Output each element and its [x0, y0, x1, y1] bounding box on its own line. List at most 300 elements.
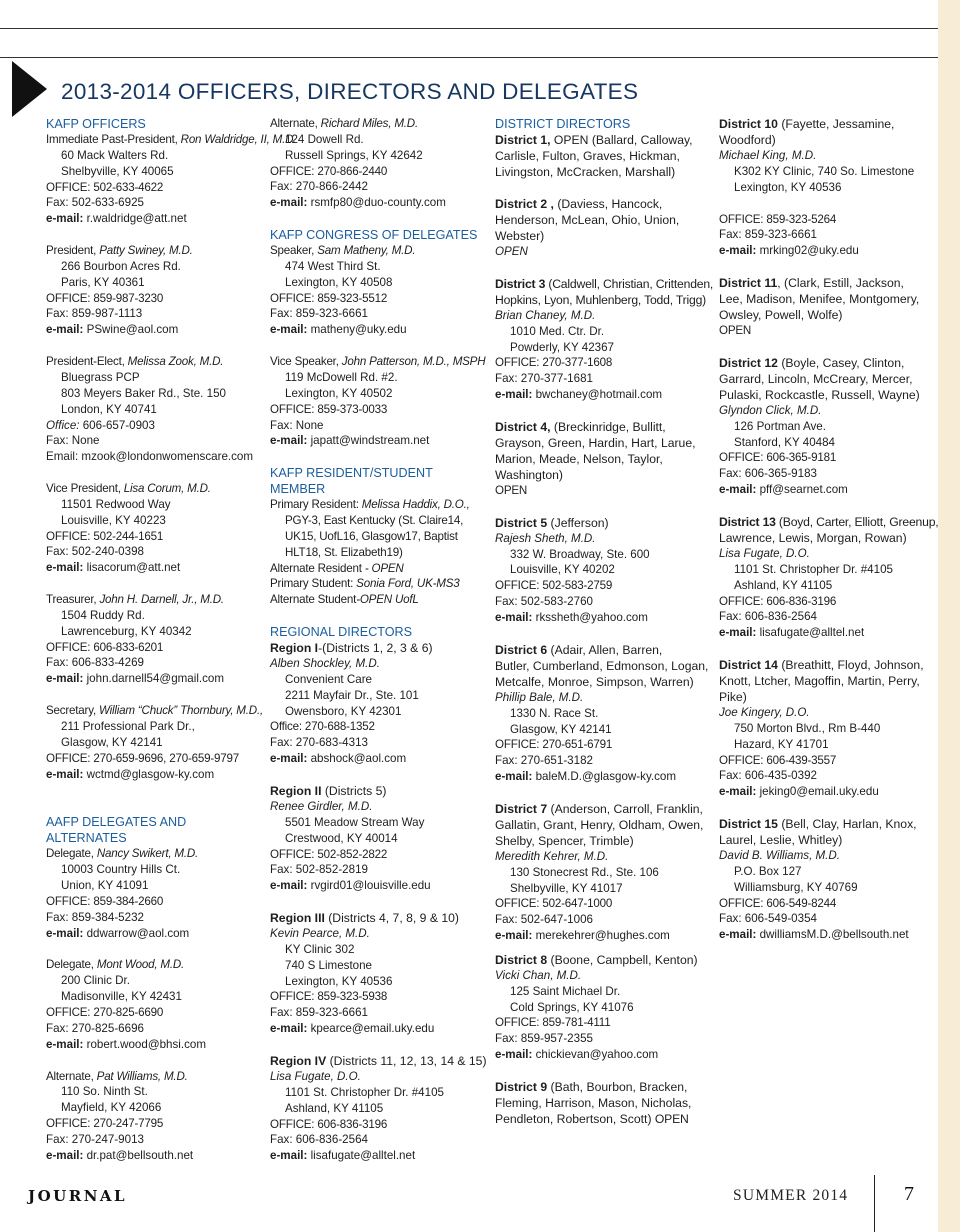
region-districts: (Districts 5): [321, 784, 387, 798]
officer-name: Melissa Zook, M.D.: [127, 355, 224, 369]
fax-line: Fax: 270-825-6696: [46, 1021, 144, 1035]
email-label: e-mail:: [46, 1148, 84, 1162]
district-15: [719, 816, 939, 943]
district-head: District 6: [495, 642, 548, 657]
address-line: Madisonville, KY 42431: [61, 990, 182, 1004]
address-line: Paris, KY 40361: [61, 275, 145, 289]
officer-name: William “Chuck” Thornbury, M.D.,: [99, 704, 263, 718]
email-link[interactable]: robert.wood@bhsi.com: [83, 1037, 206, 1051]
section-heading-congress: KAFP CONGRESS OF DELEGATES: [270, 228, 478, 243]
page-title: 2013-2014 OFFICERS, DIRECTORS AND DELEGATES: [61, 79, 639, 104]
fax-line: Fax: 606-549-0354: [719, 912, 817, 926]
office-label: OFFICE:: [719, 594, 764, 608]
office-label: OFFICE:: [46, 291, 91, 305]
office-phone: 859-987-3230: [90, 291, 164, 305]
district-counties: (Anderson, Carroll, Franklin,: [547, 801, 703, 816]
fax-line: Fax: 270-651-3182: [495, 754, 593, 768]
primary-student-value: Sonia Ford, UK-MS3: [353, 577, 460, 591]
page-edge-strip: [938, 0, 960, 1232]
office-phone: 606-365-9181: [763, 451, 837, 465]
district-counties: Knott, Ltcher, Magoffin, Martin, Perry,: [719, 674, 920, 689]
district-counties: Gallatin, Grant, Henry, Oldham, Owen,: [495, 817, 704, 832]
fax-line: Fax: 270-866-2442: [270, 180, 368, 194]
director-name: Renee Girdler, M.D.: [270, 800, 373, 813]
fax-line: Fax: None: [46, 434, 100, 448]
district-head: District 7: [495, 801, 548, 816]
office-phone: 502-583-2759: [539, 579, 613, 593]
district-counties: Pike): [719, 690, 747, 705]
district-counties: Henderson, McLean, Ohio, Union,: [495, 213, 680, 227]
address-line: 1101 St. Christopher Dr. #4105: [285, 1085, 444, 1099]
officer-secretary: [46, 703, 266, 782]
address-line: 1101 St. Christopher Dr. #4105: [734, 562, 893, 576]
officer-role: Vice President,: [46, 482, 124, 496]
email-link[interactable]: Email: mzook@londonwomenscare.com: [46, 450, 254, 464]
district-head: District 1,: [495, 133, 551, 147]
address-line: Hazard, KY 41701: [734, 737, 829, 751]
district-counties: (Caldwell, Christian, Crittenden,: [545, 276, 714, 291]
district-head: District 14: [719, 658, 778, 673]
office-label: OFFICE:: [495, 356, 540, 370]
office-label: OFFICE:: [270, 1117, 315, 1131]
email-label: e-mail:: [719, 785, 757, 799]
address-line: Glasgow, KY 42141: [510, 722, 612, 736]
office-label: Office:: [46, 418, 80, 432]
alternate-2: [270, 116, 490, 211]
officer-name: Pat Williams, M.D.: [96, 1069, 188, 1083]
district-counties: Woodford): [719, 133, 776, 147]
address-line: Williamsburg, KY 40769: [734, 880, 858, 894]
page-number: 7: [904, 1183, 914, 1205]
header-rule: [0, 57, 938, 58]
region-1: [270, 640, 490, 767]
email-label: e-mail:: [270, 323, 308, 337]
email-label: e-mail:: [270, 196, 308, 210]
address-line: 119 McDowell Rd. #2.: [285, 370, 398, 384]
address-line: Glasgow, KY 42141: [61, 735, 163, 749]
fax-line: Fax: 606-365-9183: [719, 467, 817, 481]
district-counties: Pendleton, Robertson, Scott): [495, 1112, 655, 1126]
email-link[interactable]: merekehrer@hughes.com: [532, 929, 670, 943]
office-phone: 606-836-3196: [314, 1117, 388, 1131]
district-counties: (Jefferson): [547, 515, 609, 530]
director-name: Alben Shockley, M.D.: [270, 657, 380, 671]
address-line: Ashland, KY 41105: [285, 1101, 384, 1115]
email-label: e-mail:: [46, 561, 84, 575]
region-2: [270, 783, 490, 894]
fax-line: Fax: 502-583-2760: [495, 595, 593, 609]
fax-line: Fax: 502-852-2819: [270, 863, 368, 877]
district-counties: Lawrence, Lewis, Morgan, Rowan): [719, 530, 907, 545]
officer-role: Alternate,: [46, 1069, 97, 1083]
office-label: OFFICE:: [46, 529, 91, 543]
address-line: 11501 Redwood Way: [61, 497, 171, 511]
address-line: 130 Stonecrest Rd., Ste. 106: [510, 865, 659, 879]
officer-role: Speaker,: [270, 244, 318, 258]
district-8: [495, 952, 715, 1063]
director-name: OPEN: [495, 245, 528, 258]
resident-detail-line: HLT18, St. Elizabeth19): [285, 545, 403, 559]
district-9: [495, 1079, 715, 1127]
address-line: K302 KY Clinic, 740 So. Limestone: [734, 164, 915, 178]
office-phone: 859-323-5938: [314, 990, 388, 1004]
office-phone: 270-825-6690: [90, 1005, 164, 1019]
office-phone: 270-688-1352: [301, 720, 375, 734]
fax-line: Fax: 606-836-2564: [719, 610, 817, 624]
column-district-directors-cont: [719, 116, 939, 943]
address-line: 474 West Third St.: [285, 259, 381, 273]
address-line: Cold Springs, KY 41076: [510, 1000, 634, 1014]
office-label: OFFICE:: [46, 1005, 91, 1019]
address-line: 740 S Limestone: [285, 958, 373, 972]
fax-line: Fax: 606-435-0392: [719, 769, 817, 783]
address-line: 125 Saint Michael Dr.: [510, 984, 621, 998]
email-link[interactable]: dwilliamsM.D.@bellsouth.net: [756, 928, 909, 942]
address-line: Crestwood, KY 40014: [285, 831, 398, 845]
district-counties: Butler, Cumberland, Edmonson, Logan,: [495, 658, 709, 673]
district-counties: (Boone, Campbell, Kenton): [547, 952, 698, 967]
district-head: District 15: [719, 817, 778, 832]
email-label: e-mail:: [46, 323, 84, 337]
officer-president-elect: [46, 354, 266, 465]
address-line: 211 Professional Park Dr.,: [61, 720, 195, 733]
email-label: e-mail:: [719, 483, 757, 497]
district-counties: Garrard, Lincoln, McCreary, Mercer,: [719, 371, 913, 386]
address-line: Bluegrass PCP: [61, 370, 140, 384]
address-line: Lexington, KY 40536: [734, 180, 842, 194]
district-head: District 10: [719, 117, 778, 131]
email-link[interactable]: rsmfp80@duo-county.com: [307, 196, 446, 210]
alternate-1: [46, 1069, 266, 1164]
section-heading-regional: REGIONAL DIRECTORS: [270, 625, 413, 640]
delegate-2: [46, 957, 266, 1052]
district-counties: Metcalfe, Monroe, Simpson, Warren): [495, 674, 694, 689]
email-label: e-mail:: [270, 752, 308, 766]
column-district-directors: [495, 116, 715, 1127]
district-counties: Hopkins, Lyon, Muhlenberg, Todd, Trigg): [495, 292, 707, 307]
email-link[interactable]: rkssheth@yahoo.com: [532, 610, 648, 624]
fax-line: Fax: 606-833-4269: [46, 656, 144, 670]
resident-detail-line: UK15, UofL16, Glasgow17, Baptist: [285, 529, 458, 543]
officer-role: Treasurer,: [46, 593, 100, 607]
officer-role: Vice Speaker,: [270, 355, 342, 369]
email-label: e-mail:: [270, 879, 308, 893]
footer-journal-name: JOURNAL: [28, 1187, 128, 1205]
office-label: OFFICE:: [270, 847, 315, 861]
address-line: Lawrenceburg, KY 40342: [61, 624, 192, 638]
email-label: e-mail:: [495, 1048, 533, 1062]
address-line: 750 Morton Blvd., Rm B-440: [734, 721, 881, 735]
district-counties: Laurel, Leslie, Whitley): [719, 833, 843, 848]
arrow-marker-icon: [12, 61, 47, 117]
address-line: 2211 Mayfair Dr., Ste. 101: [285, 688, 419, 702]
email-label: e-mail:: [46, 672, 84, 686]
district-counties: (Breckinridge, Bullitt,: [550, 419, 666, 434]
officer-role: Immediate Past-President,: [46, 133, 181, 146]
email-link[interactable]: kpearce@email.uky.edu: [307, 1022, 435, 1036]
footer-divider: [874, 1175, 875, 1232]
region-districts: -(Districts 1, 2, 3 & 6): [318, 641, 433, 656]
section-heading-resident-student: [270, 465, 490, 497]
office-label: OFFICE:: [719, 896, 764, 910]
district-counties: , (Clark, Estill, Jackson,: [777, 276, 904, 291]
address-line: 332 W. Broadway, Ste. 600: [510, 547, 650, 561]
address-line: Shelbyville, KY 40065: [61, 164, 174, 178]
officer-name: John Patterson, M.D., MSPH: [341, 355, 486, 369]
office-label: Office:: [270, 720, 302, 734]
district-counties: Lee, Madison, Menifee, Montgomery,: [719, 292, 920, 307]
district-counties: Carlisle, Fulton, Graves, Hickman,: [495, 149, 680, 163]
region-districts: (Districts 11, 12, 13, 14 & 15): [326, 1053, 487, 1068]
email-link[interactable]: chickievan@yahoo.com: [532, 1048, 659, 1062]
officer-role: President-Elect,: [46, 355, 128, 369]
resident-student-block: [270, 497, 490, 608]
office-label: OFFICE:: [719, 451, 764, 465]
district-5: [495, 515, 715, 626]
fax-line: Fax: 270-683-4313: [270, 736, 368, 750]
fax-line: Fax: 502-633-6925: [46, 196, 144, 210]
district-counties: Washington): [495, 467, 563, 482]
email-label: e-mail:: [270, 1022, 308, 1036]
email-label: e-mail:: [719, 244, 757, 258]
address-line: Russell Springs, KY 42642: [285, 148, 423, 162]
email-link[interactable]: ddwarrow@aol.com: [83, 926, 190, 940]
office-label: OFFICE:: [270, 402, 315, 416]
director-name: Joe Kingery, D.O.: [719, 706, 810, 720]
address-line: Lexington, KY 40502: [285, 386, 393, 400]
director-name: Brian Chaney, M.D.: [495, 308, 596, 322]
district-head: District 4,: [495, 419, 551, 434]
district-12: [719, 355, 939, 498]
fax-line: Fax: 502-240-0398: [46, 545, 144, 559]
director-name: Meredith Kehrer, M.D.: [495, 849, 609, 863]
section-heading-line: KAFP RESIDENT/STUDENT: [270, 466, 433, 481]
address-line: 60 Mack Walters Rd.: [61, 148, 169, 162]
district-counties: OPEN (Ballard, Calloway,: [550, 133, 693, 147]
office-phone: 606-833-6201: [90, 640, 164, 654]
officer-name: Nancy Swikert, M.D.: [96, 847, 199, 861]
officer-role: Secretary,: [46, 704, 99, 718]
email-link[interactable]: lisafugate@alltel.net: [307, 1149, 416, 1163]
district-13: [719, 514, 939, 641]
region-head: Region III: [270, 911, 325, 926]
email-label: e-mail:: [46, 1037, 84, 1051]
office-phone: 270-247-7795: [90, 1117, 164, 1131]
office-phone: 606-549-8244: [763, 896, 837, 910]
vice-speaker: [270, 354, 490, 449]
fax-line: Fax: 270-377-1681: [495, 372, 593, 386]
fax-line: Fax: 502-647-1006: [495, 913, 593, 927]
primary-resident-label: Primary Resident:: [270, 498, 359, 512]
address-line: 5501 Meadow Stream Way: [285, 815, 425, 829]
office-label: OFFICE:: [46, 1117, 91, 1131]
region-districts: (Districts 4, 7, 8, 9 & 10): [324, 911, 459, 926]
address-line: Ashland, KY 41105: [734, 578, 833, 592]
office-label: OFFICE:: [495, 579, 540, 593]
email-link[interactable]: r.waldridge@att.net: [83, 212, 187, 226]
officer-name: Patty Swiney, M.D.: [99, 244, 193, 258]
fax-line: Fax: 859-957-2355: [495, 1032, 593, 1046]
office-label: OFFICE:: [719, 212, 764, 226]
district-counties: (Daviess, Hancock,: [553, 197, 663, 211]
officer-name: Mont Wood, M.D.: [96, 958, 185, 972]
officer-role: Delegate,: [46, 847, 97, 861]
address-line: P.O. Box 127: [734, 864, 802, 878]
address-line: Shelbyville, KY 41017: [510, 881, 623, 895]
email-link[interactable]: pff@searnet.com: [756, 483, 848, 497]
office-phone: 859-323-5512: [314, 291, 388, 305]
district-counties: (Breathitt, Floyd, Johnson,: [777, 658, 924, 673]
officer-immediate-past-president: [46, 132, 297, 227]
office-phone: 606-657-0903: [79, 418, 155, 432]
email-label: e-mail:: [719, 928, 757, 942]
district-10: [719, 116, 939, 259]
column-congress-regional: [270, 116, 490, 1164]
office-phone: 270-377-1608: [539, 356, 613, 370]
office-label: OFFICE:: [46, 180, 91, 194]
email-link[interactable]: wctmd@glasgow-ky.com: [83, 767, 215, 781]
district-head: District 8: [495, 952, 548, 967]
office-phone: 859-384-2660: [90, 894, 164, 908]
primary-resident-name: Melissa Haddix, D.O.,: [358, 498, 470, 512]
fax-line: Fax: None: [270, 418, 324, 432]
district-2: [495, 196, 715, 260]
officer-name: Ron Waldridge, II, M.D.: [180, 133, 297, 146]
officer-role: Alternate,: [270, 117, 321, 130]
speaker: [270, 243, 490, 338]
officer-role: President,: [46, 244, 100, 258]
officer-treasurer: [46, 592, 266, 687]
officer-name: Lisa Corum, M.D.: [123, 482, 211, 496]
email-link[interactable]: japatt@windstream.net: [307, 434, 430, 448]
email-link[interactable]: baleM.D.@glasgow-ky.com: [532, 770, 677, 784]
office-phone: 859-781-4111: [539, 1016, 611, 1030]
district-head: District 2 ,: [495, 197, 554, 211]
address-line: 1504 Ruddy Rd.: [61, 608, 145, 622]
email-link[interactable]: rvgird01@louisville.edu: [307, 879, 431, 893]
district-status: OPEN: [719, 324, 752, 338]
email-link[interactable]: lisafugate@alltel.net: [756, 626, 865, 640]
fax-line: Fax: 859-384-5232: [46, 910, 144, 924]
director-name: Phillip Bale, M.D.: [495, 690, 584, 704]
district-counties: Grayson, Green, Hardin, Hart, Larue,: [495, 435, 696, 450]
district-counties: (Fayette, Jessamine,: [777, 117, 895, 131]
district-counties: Pulaski, Rockcastle, Russell, Wayne): [719, 387, 920, 402]
alternate-student-label: Alternate Student: [270, 593, 357, 607]
email-link[interactable]: john.darnell54@gmail.com: [83, 672, 225, 686]
header-rule-top: [0, 28, 938, 29]
footer-issue: SUMMER 2014: [733, 1187, 849, 1204]
email-link[interactable]: lisacorum@att.net: [83, 561, 181, 575]
office-label: OFFICE:: [270, 164, 315, 178]
director-name: David B. Williams, M.D.: [719, 849, 840, 863]
office-phone: 502-244-1651: [90, 529, 164, 543]
officer-president: [46, 243, 266, 338]
fax-line: Fax: 859-987-1113: [46, 307, 143, 321]
officer-vice-president: [46, 481, 266, 576]
district-counties: (Boyd, Carter, Elliott, Greenup,: [775, 514, 939, 529]
address-line: KY Clinic 302: [285, 942, 355, 956]
district-counties: Livingston, McCracken, Marshall): [495, 165, 676, 179]
email-link[interactable]: PSwine@aol.com: [83, 323, 179, 337]
office-label: OFFICE:: [495, 897, 540, 911]
address-line: 803 Meyers Baker Rd., Ste. 150: [61, 386, 226, 400]
address-line: London, KY 40741: [61, 402, 157, 416]
email-label: e-mail:: [495, 929, 533, 943]
address-line: 126 Portman Ave.: [734, 419, 826, 433]
region-head: Region II: [270, 784, 322, 798]
district-1: [495, 132, 715, 180]
director-name: Kevin Pearce, M.D.: [270, 927, 370, 941]
office-label: OFFICE:: [46, 640, 91, 654]
district-head: District 11: [719, 276, 778, 291]
office-label: OFFICE:: [46, 751, 91, 765]
director-name: Michael King, M.D.: [719, 149, 817, 162]
office-label: OFFICE:: [495, 1016, 540, 1030]
office-phone: 270-659-9696, 270-659-9797: [90, 751, 240, 765]
email-label: e-mail:: [46, 767, 84, 781]
director-name: Vicki Chan, M.D.: [495, 968, 582, 982]
email-label: e-mail:: [46, 212, 84, 226]
officer-name: John H. Darnell, Jr., M.D.: [99, 593, 224, 607]
office-label: OFFICE:: [270, 990, 315, 1004]
office-phone: 270-866-2440: [314, 164, 388, 178]
section-heading-line: ALTERNATES: [46, 831, 127, 846]
address-line: Owensboro, KY 42301: [285, 704, 402, 718]
district-counties: Webster): [495, 229, 545, 243]
district-head: District 9: [495, 1080, 548, 1094]
email-link[interactable]: mrking02@uky.edu: [756, 244, 859, 258]
email-link[interactable]: matheny@uky.edu: [307, 323, 407, 337]
office-phone: 502-647-1000: [539, 897, 613, 911]
address-line: Lexington, KY 40536: [285, 974, 393, 988]
address-line: Convenient Care: [285, 672, 373, 686]
region-head: Region IV: [270, 1053, 327, 1068]
district-4: [495, 419, 715, 499]
email-link[interactable]: jeking0@email.uky.edu: [756, 785, 879, 799]
address-line: Lexington, KY 40508: [285, 275, 393, 289]
email-link[interactable]: abshock@aol.com: [307, 752, 407, 766]
email-label: e-mail:: [270, 1149, 308, 1163]
district-3: [495, 276, 715, 403]
section-heading-aafp: [46, 814, 266, 846]
office-phone: 502-633-4622: [90, 180, 164, 194]
email-label: e-mail:: [495, 610, 533, 624]
office-phone: 502-852-2822: [314, 847, 388, 861]
alternate-resident-label: Alternate Resident: [270, 561, 362, 575]
email-link[interactable]: bwchaney@hotmail.com: [532, 388, 663, 402]
office-label: OFFICE:: [270, 291, 315, 305]
email-link[interactable]: dr.pat@bellsouth.net: [83, 1148, 194, 1162]
region-head: Region I: [270, 641, 319, 656]
office-phone: 606-836-3196: [763, 594, 837, 608]
director-name: Glyndon Click, M.D.: [719, 403, 822, 417]
address-line: 1010 Med. Ctr. Dr.: [510, 324, 605, 338]
district-counties: Owsley, Powell, Wolfe): [719, 308, 843, 323]
address-line: Louisville, KY 40202: [510, 563, 615, 577]
office-label: OFFICE:: [719, 753, 764, 767]
office-label: OFFICE:: [46, 894, 91, 908]
district-counties: (Bell, Clay, Harlan, Knox,: [777, 817, 917, 832]
fax-line: Fax: 270-247-9013: [46, 1132, 144, 1146]
email-label: e-mail:: [495, 388, 533, 402]
address-line: 266 Bourbon Acres Rd.: [61, 259, 181, 273]
district-7: [495, 801, 715, 944]
address-line: 1330 N. Race St.: [510, 706, 599, 720]
director-name: Lisa Fugate, D.O.: [270, 1069, 361, 1083]
fax-line: Fax: 606-836-2564: [270, 1133, 368, 1147]
district-11: [719, 275, 939, 339]
